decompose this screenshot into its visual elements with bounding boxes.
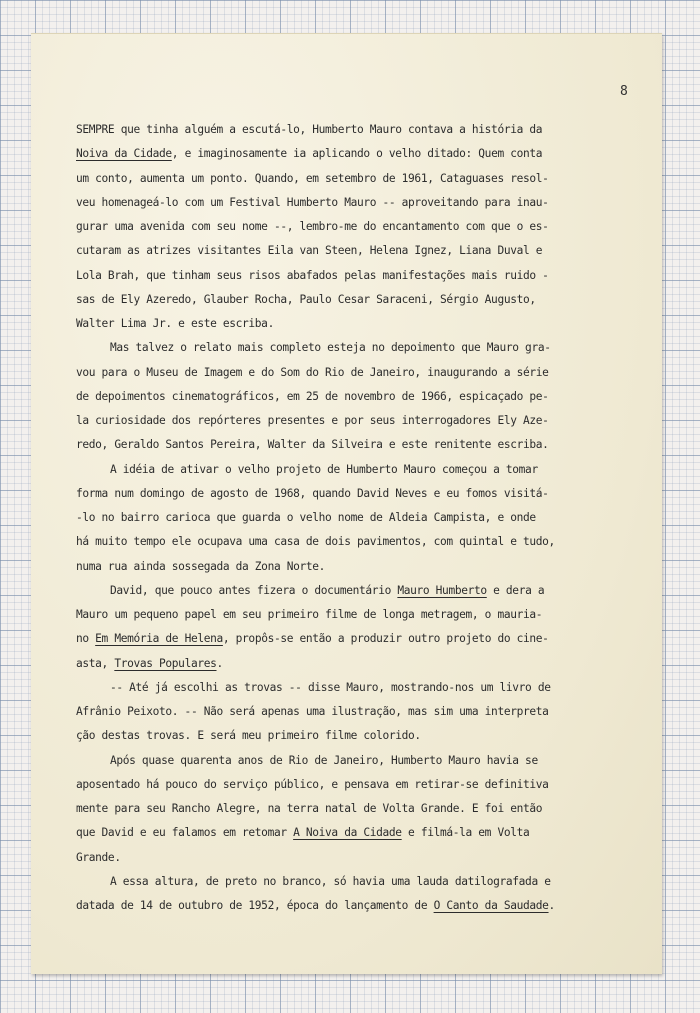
text-line: Mauro um pequeno papel em seu primeiro filme de longa metragem, o mauria-	[76, 608, 543, 621]
text-line: la curiosidade dos repórteres presentes e por seus interrogadores Ely Aze-	[76, 414, 549, 427]
film-title: Trovas Populares	[114, 656, 217, 670]
text-line: de depoimentos cinematográficos, em 25 de novembro de 1966, espicaçado pe-	[76, 389, 549, 403]
text-line: asta, Trovas Populares.	[76, 656, 223, 670]
text-line: que David e eu falamos em retomar A Noiva da Cidade e filmá-la em Volta	[76, 826, 530, 840]
text-line: SEMPRE que tinha alguém a escutá-lo, Humberto Mauro contava a história da	[76, 123, 543, 136]
text-line: mente para seu Rancho Alegre, na terra natal de Volta Grande. E foi então	[76, 802, 543, 815]
text-line: -- Até já escolhi as trovas -- disse Mauro, mostrando-nos um livro de	[110, 680, 551, 694]
text-line: ção destas trovas. E será meu primeiro filme colorido.	[76, 729, 421, 743]
text-line: gurar uma avenida com seu nome --, lembro-me do encantamento com que o es-	[76, 220, 549, 233]
text-line: Mas talvez o relato mais completo esteja no depoimento que Mauro gra-	[110, 341, 551, 355]
text-line: Walter Lima Jr. e este escriba.	[76, 317, 274, 330]
text-line: um conto, aumenta um ponto. Quando, em setembro de 1961, Cataguases resol-	[76, 171, 549, 185]
text-line: datada de 14 de outubro de 1952, época do lançamento de O Canto da Saudade.	[76, 899, 555, 912]
text-line: cutaram as atrizes visitantes Eila van Steen, Helena Ignez, Liana Duval e	[76, 244, 543, 258]
film-title: Noiva da Cidade	[76, 147, 172, 161]
text-line: veu homenageá-lo com um Festival Humberto Mauro -- aproveitando para inau-	[76, 195, 549, 209]
text-line: forma num domingo de agosto de 1968, quando David Neves e eu fomos visitá-	[76, 486, 549, 500]
text-line: A idéia de ativar o velho projeto de Humberto Mauro começou a tomar	[110, 462, 538, 476]
text-line: aposentado há pouco do serviço público, e pensava em retirar-se definitiva	[76, 777, 549, 791]
film-title: Em Memória de Helena	[95, 632, 223, 646]
text-line: David, que pouco antes fizera o documentário Mauro Humberto e dera a	[110, 583, 545, 597]
text-line: redo, Geraldo Santos Pereira, Walter da Silveira e este renitente escriba.	[76, 438, 549, 452]
text-line: Lola Brah, que tinham seus risos abafados pelas manifestações mais ruido -	[76, 268, 549, 282]
text-line: há muito tempo ele ocupava uma casa de dois pavimentos, com quintal e tudo,	[76, 535, 555, 549]
text-line: no Em Memória de Helena, propôs-se então a produzir outro projeto do cine-	[76, 632, 549, 646]
film-title: Mauro Humberto	[397, 583, 487, 597]
film-title: A Noiva da Cidade	[293, 826, 402, 840]
text-line: -lo no bairro carioca que guarda o velho nome de Aldeia Campista, e onde	[76, 511, 536, 524]
page-number: 8	[620, 84, 628, 99]
typed-text-body	[76, 118, 638, 918]
text-line: numa rua ainda sossegada da Zona Norte.	[76, 559, 326, 573]
text-line: sas de Ely Azeredo, Glauber Rocha, Paulo Cesar Saraceni, Sérgio Augusto,	[76, 292, 536, 306]
film-title: O Canto da Saudade	[433, 899, 549, 912]
text-line: Afrânio Peixoto. -- Não será apenas uma ilustração, mas sim uma interpreta	[76, 705, 549, 718]
text-line: A essa altura, de preto no branco, só havia uma lauda datilografada e	[110, 874, 551, 888]
text-line: Noiva da Cidade, e imaginosamente ia aplicando o velho ditado: Quem conta	[76, 147, 543, 161]
text-line: Após quase quarenta anos de Rio de Janeiro, Humberto Mauro havia se	[110, 753, 538, 767]
text-line: vou para o Museu de Imagem e do Som do Rio de Janeiro, inaugurando a série	[76, 365, 549, 379]
text-line: Grande.	[76, 850, 121, 864]
